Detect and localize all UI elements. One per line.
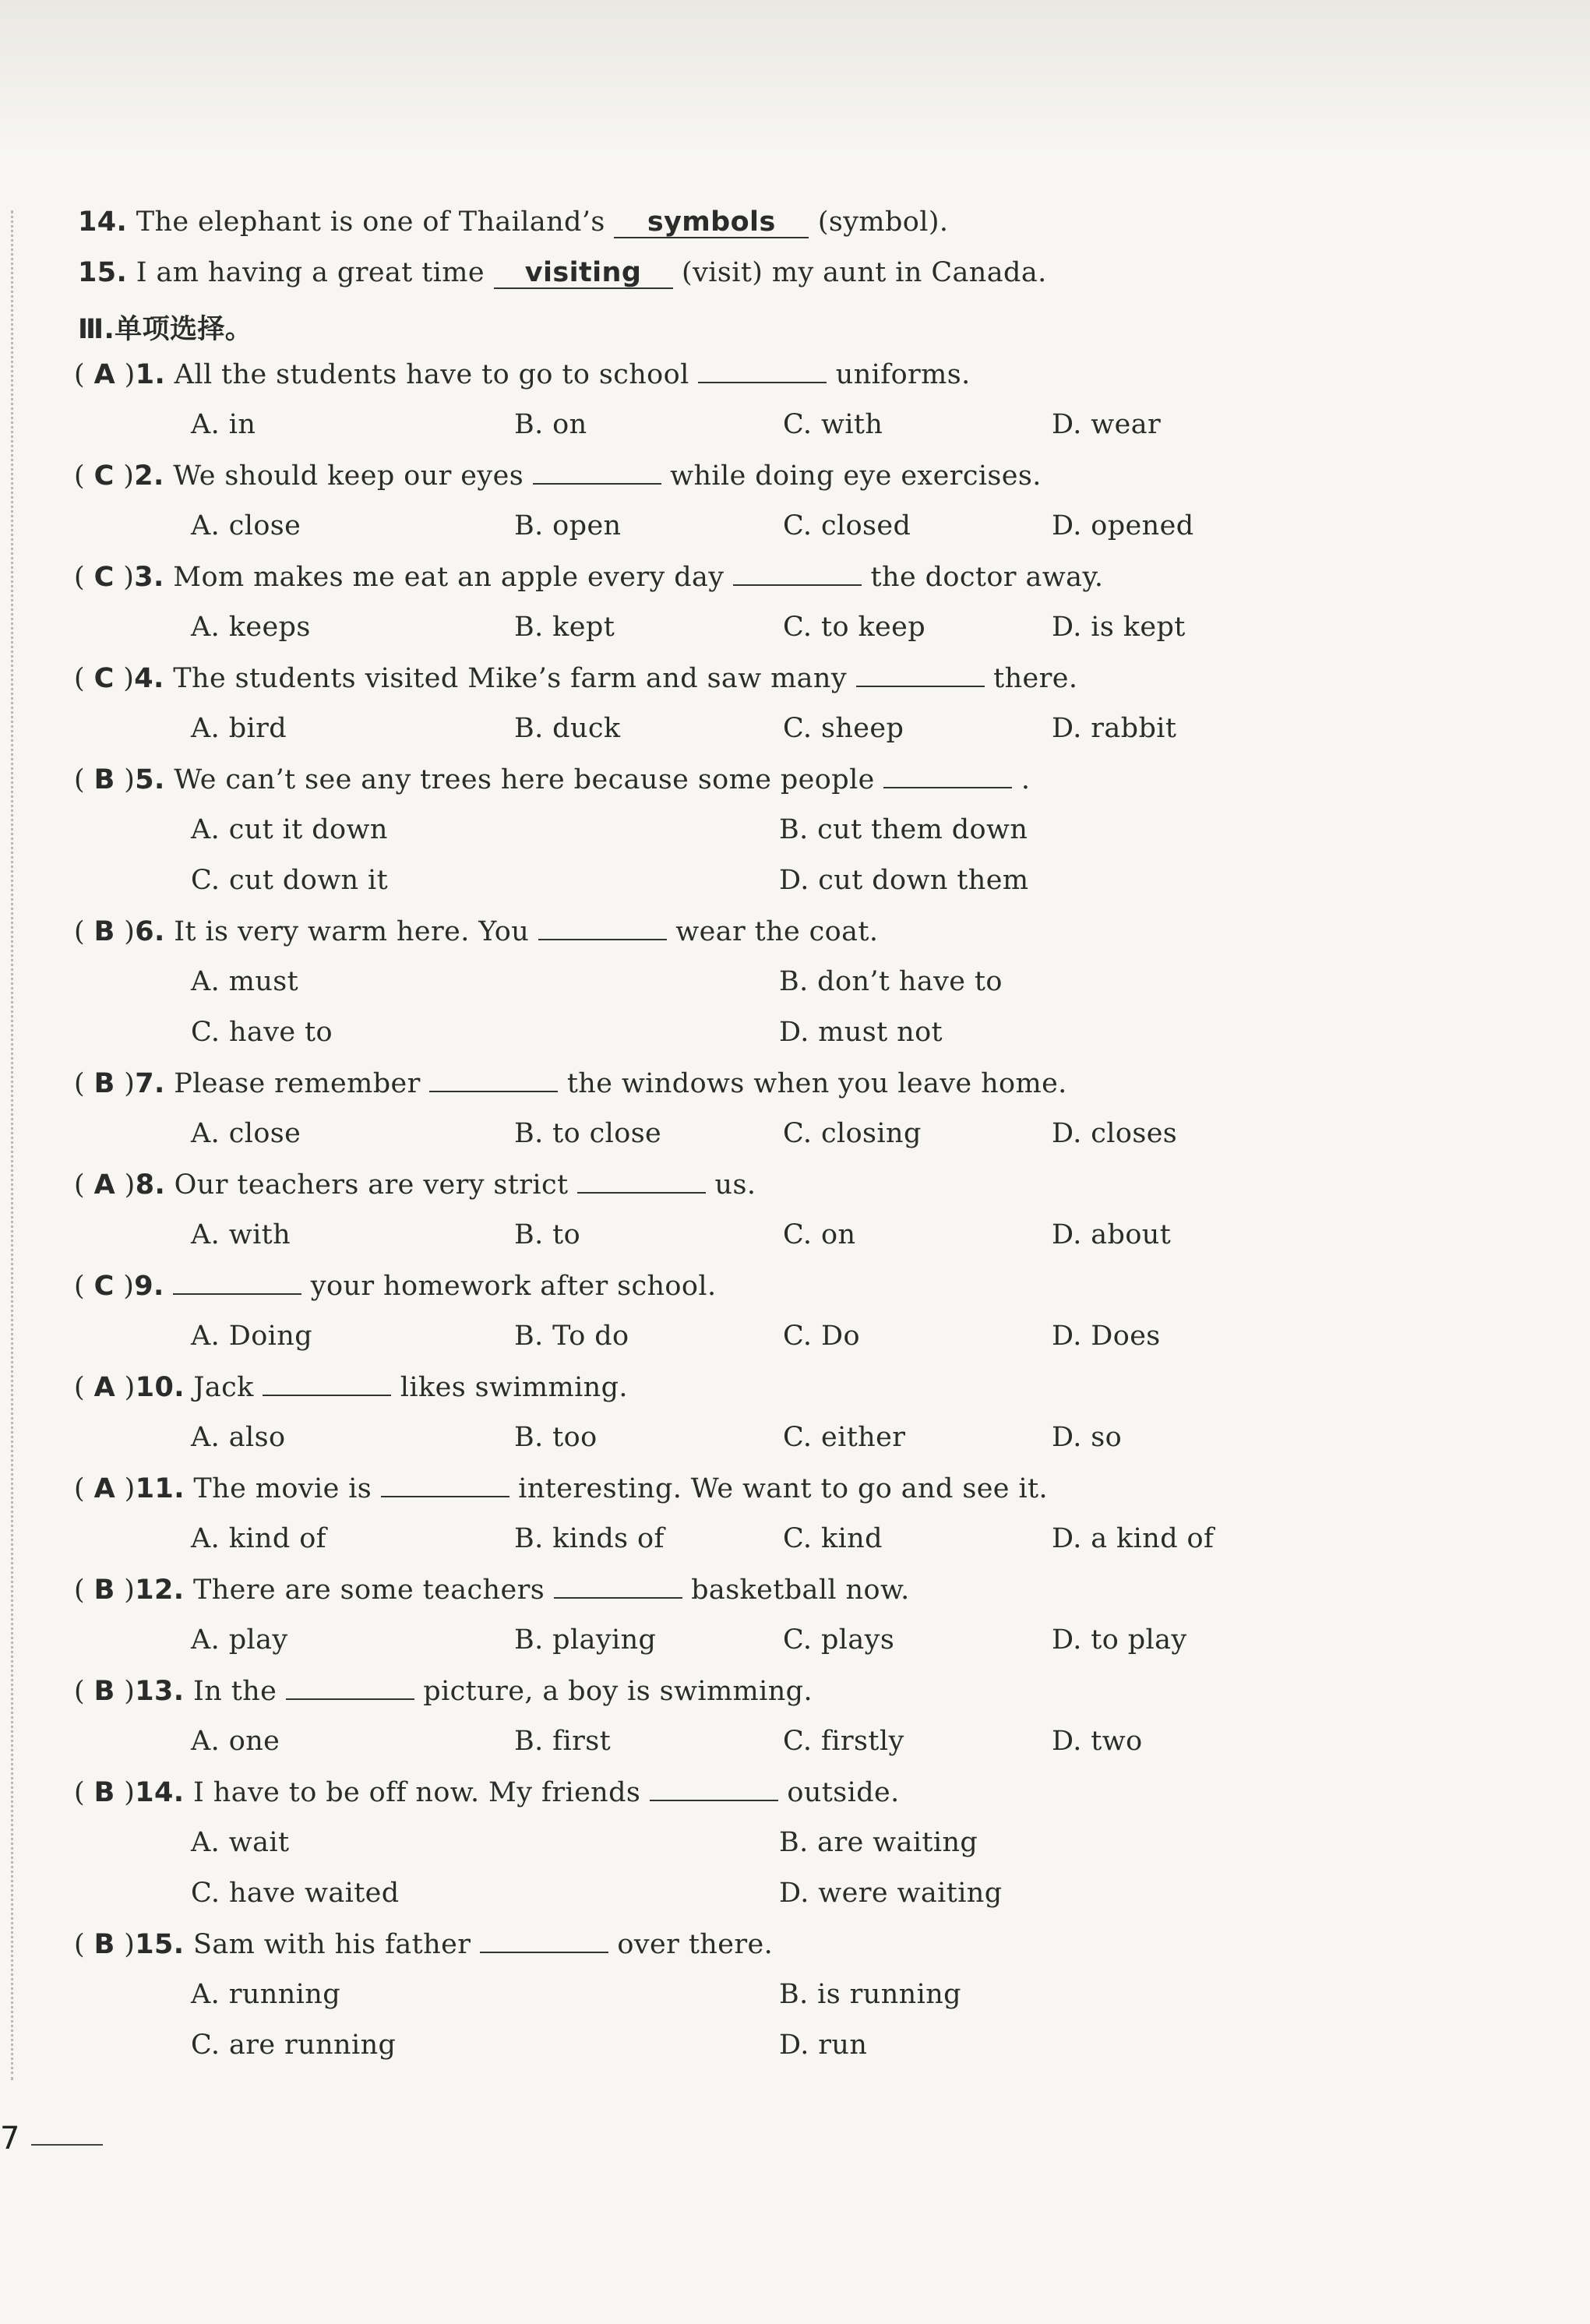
answer-bracket-close: ) bbox=[115, 1929, 136, 1960]
fill-item-14 bbox=[78, 206, 948, 238]
question-number: 12. bbox=[135, 1575, 185, 1606]
question-8 bbox=[74, 1169, 756, 1201]
question-text-after: over there. bbox=[617, 1929, 774, 1960]
option-d: D. about bbox=[1052, 1219, 1172, 1250]
option-a: A. Doing bbox=[191, 1321, 313, 1352]
answer-blank bbox=[883, 763, 1012, 788]
item-text-before: I am having a great time bbox=[136, 257, 485, 288]
question-text-after: us. bbox=[714, 1169, 756, 1201]
answer-letter: B bbox=[93, 764, 115, 795]
answer-blank bbox=[577, 1169, 706, 1194]
question-text-after: outside. bbox=[787, 1777, 900, 1808]
option-d: D. so bbox=[1052, 1422, 1123, 1453]
option-d: D. wear bbox=[1052, 409, 1162, 440]
question-text-before: We can’t see any trees here because some people bbox=[174, 764, 875, 795]
question-number: 4. bbox=[134, 663, 164, 694]
answer-blank bbox=[286, 1675, 414, 1700]
binding-margin-line bbox=[11, 210, 13, 2080]
option-c: C. cut down it bbox=[191, 865, 389, 896]
question-9 bbox=[74, 1270, 716, 1302]
question-number: 14. bbox=[135, 1777, 185, 1808]
option-d: D. rabbit bbox=[1052, 713, 1177, 744]
answer-bracket-close: ) bbox=[115, 764, 136, 795]
answer-letter: B bbox=[93, 1068, 115, 1099]
option-d: D. two bbox=[1052, 1726, 1143, 1757]
answer-bracket-close: ) bbox=[115, 359, 136, 390]
answer-blank bbox=[480, 1928, 608, 1953]
option-c: C. sheep bbox=[783, 713, 904, 744]
question-number: 5. bbox=[135, 764, 165, 795]
answer-fill: visiting bbox=[494, 258, 673, 289]
option-a: A. must bbox=[191, 966, 299, 997]
question-number: 8. bbox=[135, 1169, 166, 1201]
answer-bracket-close: ) bbox=[115, 1676, 136, 1707]
question-text-before: In the bbox=[193, 1676, 277, 1707]
option-c: C. have to bbox=[191, 1017, 333, 1048]
answer-bracket-close: ) bbox=[114, 562, 135, 593]
option-a: A. close bbox=[191, 510, 301, 541]
question-text-after: basketball now. bbox=[691, 1575, 910, 1606]
answer-blank bbox=[538, 915, 667, 940]
question-number: 9. bbox=[134, 1271, 164, 1302]
question-text-after: likes swimming. bbox=[400, 1372, 628, 1403]
answer-fill: symbols bbox=[614, 207, 809, 238]
answer-bracket-close: ) bbox=[114, 460, 135, 492]
answer-blank bbox=[381, 1472, 509, 1497]
question-number: 10. bbox=[135, 1372, 185, 1403]
answer-blank bbox=[856, 662, 985, 687]
option-d: D. were waiting bbox=[779, 1878, 1003, 1909]
question-7 bbox=[74, 1067, 1067, 1099]
question-text-after: the windows when you leave home. bbox=[566, 1068, 1067, 1099]
answer-bracket-open: ( bbox=[74, 460, 94, 492]
question-number: 7. bbox=[135, 1068, 165, 1099]
answer-bracket-close: ) bbox=[115, 1777, 136, 1808]
question-text-before: Our teachers are very strict bbox=[174, 1169, 569, 1201]
option-a: A. running bbox=[191, 1979, 341, 2010]
answer-letter: A bbox=[93, 1473, 116, 1504]
question-number: 15. bbox=[135, 1929, 185, 1960]
question-3 bbox=[74, 561, 1103, 593]
question-text-before: There are some teachers bbox=[193, 1575, 545, 1606]
item-text-after: (symbol). bbox=[817, 206, 949, 238]
answer-blank bbox=[733, 561, 862, 586]
question-2 bbox=[74, 460, 1042, 492]
question-text-after: interesting. We want to go and see it. bbox=[518, 1473, 1049, 1504]
question-text-after: picture, a boy is swimming. bbox=[423, 1676, 813, 1707]
question-text-before: Sam with his father bbox=[193, 1929, 471, 1960]
option-c: C. have waited bbox=[191, 1878, 400, 1909]
option-c: C. to keep bbox=[783, 612, 926, 643]
question-text-after: uniforms. bbox=[835, 359, 971, 390]
question-15 bbox=[74, 1928, 773, 1960]
question-10 bbox=[74, 1371, 628, 1403]
question-text-before: I have to be off now. My friends bbox=[193, 1777, 641, 1808]
question-text-before: It is very warm here. You bbox=[174, 916, 530, 947]
option-a: A. bird bbox=[191, 713, 287, 744]
answer-bracket-open: ( bbox=[74, 1372, 94, 1403]
answer-letter: C bbox=[93, 460, 115, 492]
answer-bracket-open: ( bbox=[74, 1169, 94, 1201]
option-a: A. cut it down bbox=[191, 814, 388, 845]
question-number: 2. bbox=[134, 460, 164, 492]
answer-bracket-open: ( bbox=[74, 1575, 94, 1606]
answer-bracket-close: ) bbox=[115, 1473, 136, 1504]
answer-letter: B bbox=[93, 916, 115, 947]
option-a: A. play bbox=[191, 1624, 288, 1656]
question-5 bbox=[74, 763, 1030, 795]
question-text-before: The movie is bbox=[193, 1473, 372, 1504]
item-text-after: (visit) my aunt in Canada. bbox=[682, 257, 1047, 288]
answer-blank bbox=[650, 1776, 778, 1801]
answer-bracket-open: ( bbox=[74, 1473, 94, 1504]
answer-bracket-open: ( bbox=[74, 1929, 94, 1960]
option-b: B. to close bbox=[514, 1118, 662, 1149]
option-b: B. don’t have to bbox=[779, 966, 1003, 997]
page-number: 7 bbox=[0, 2121, 20, 2156]
option-c: C. are running bbox=[191, 2030, 397, 2061]
question-text-after: . bbox=[1021, 764, 1031, 795]
option-b: B. are waiting bbox=[779, 1827, 978, 1858]
question-number: 3. bbox=[134, 562, 164, 593]
question-13 bbox=[74, 1675, 813, 1707]
answer-blank bbox=[173, 1270, 301, 1295]
question-text-before: Please remember bbox=[174, 1068, 421, 1099]
fill-item-15 bbox=[78, 257, 1047, 289]
option-d: D. must not bbox=[779, 1017, 943, 1048]
answer-blank bbox=[533, 460, 661, 485]
answer-letter: B bbox=[93, 1777, 115, 1808]
answer-bracket-open: ( bbox=[74, 1271, 94, 1302]
answer-letter: B bbox=[93, 1575, 115, 1606]
answer-bracket-open: ( bbox=[74, 1068, 94, 1099]
answer-bracket-close: ) bbox=[115, 1068, 136, 1099]
answer-blank bbox=[698, 358, 827, 383]
answer-bracket-open: ( bbox=[74, 663, 94, 694]
option-a: A. kind of bbox=[191, 1523, 327, 1554]
option-d: D. opened bbox=[1052, 510, 1194, 541]
question-text-before: The students visited Mike’s farm and saw many bbox=[173, 663, 848, 694]
option-b: B. open bbox=[514, 510, 622, 541]
option-b: B. to bbox=[514, 1219, 581, 1250]
item-number: 15. bbox=[78, 257, 128, 288]
answer-letter: B bbox=[93, 1929, 115, 1960]
question-4 bbox=[74, 662, 1077, 694]
option-b: B. too bbox=[514, 1422, 598, 1453]
item-number: 14. bbox=[78, 206, 128, 238]
option-b: B. cut them down bbox=[779, 814, 1028, 845]
question-1 bbox=[74, 358, 971, 390]
answer-bracket-open: ( bbox=[74, 1676, 94, 1707]
option-d: D. run bbox=[779, 2030, 868, 2061]
answer-letter: B bbox=[93, 1676, 115, 1707]
option-a: A. with bbox=[191, 1219, 291, 1250]
question-text-after: while doing eye exercises. bbox=[670, 460, 1042, 492]
answer-bracket-close: ) bbox=[115, 1372, 136, 1403]
option-c: C. with bbox=[783, 409, 883, 440]
answer-bracket-close: ) bbox=[115, 1575, 136, 1606]
answer-letter: C bbox=[93, 1271, 115, 1302]
option-a: A. also bbox=[191, 1422, 286, 1453]
option-c: C. firstly bbox=[783, 1726, 904, 1757]
question-number: 11. bbox=[135, 1473, 185, 1504]
option-d: D. closes bbox=[1052, 1118, 1178, 1149]
question-number: 6. bbox=[135, 916, 165, 947]
option-b: B. kinds of bbox=[514, 1523, 665, 1554]
question-text-before: All the students have to go to school bbox=[174, 359, 689, 390]
option-c: C. on bbox=[783, 1219, 856, 1250]
answer-letter: C bbox=[93, 663, 115, 694]
option-b: B. playing bbox=[514, 1624, 657, 1656]
option-b: B. duck bbox=[514, 713, 621, 744]
answer-bracket-open: ( bbox=[74, 916, 94, 947]
answer-letter: A bbox=[93, 1372, 116, 1403]
option-c: C. kind bbox=[783, 1523, 883, 1554]
option-c: C. closing bbox=[783, 1118, 922, 1149]
option-c: C. closed bbox=[783, 510, 911, 541]
question-number: 13. bbox=[135, 1676, 185, 1707]
answer-bracket-close: ) bbox=[114, 663, 135, 694]
question-text-after: there. bbox=[993, 663, 1078, 694]
answer-blank bbox=[263, 1371, 391, 1396]
question-number: 1. bbox=[135, 359, 166, 390]
answer-letter: A bbox=[93, 359, 116, 390]
option-c: C. Do bbox=[783, 1321, 860, 1352]
question-text-before: We should keep our eyes bbox=[173, 460, 524, 492]
question-text-before: Mom makes me eat an apple every day bbox=[173, 562, 724, 593]
question-6 bbox=[74, 915, 878, 947]
section-title: Ⅲ.单项选择。 bbox=[78, 314, 253, 345]
item-text-before: The elephant is one of Thailand’s bbox=[136, 206, 605, 238]
question-text-after: your homework after school. bbox=[310, 1271, 717, 1302]
page-top-shading bbox=[0, 0, 1590, 156]
answer-bracket-open: ( bbox=[74, 764, 94, 795]
question-text-after: wear the coat. bbox=[675, 916, 879, 947]
answer-bracket-open: ( bbox=[74, 562, 94, 593]
option-b: B. is running bbox=[779, 1979, 961, 2010]
option-d: D. a kind of bbox=[1052, 1523, 1215, 1554]
option-b: B. To do bbox=[514, 1321, 629, 1352]
question-14 bbox=[74, 1776, 900, 1808]
answer-letter: C bbox=[93, 562, 115, 593]
option-a: A. close bbox=[191, 1118, 301, 1149]
option-a: A. wait bbox=[191, 1827, 290, 1858]
answer-blank bbox=[554, 1574, 682, 1599]
question-text-before: Jack bbox=[193, 1372, 254, 1403]
option-b: B. first bbox=[514, 1726, 612, 1757]
answer-bracket-close: ) bbox=[115, 916, 136, 947]
answer-letter: A bbox=[93, 1169, 116, 1201]
answer-bracket-close: ) bbox=[115, 1169, 136, 1201]
page-number-rule bbox=[31, 2144, 103, 2146]
question-11 bbox=[74, 1472, 1048, 1504]
option-a: A. keeps bbox=[191, 612, 311, 643]
answer-bracket-open: ( bbox=[74, 1777, 94, 1808]
option-d: D. to play bbox=[1052, 1624, 1187, 1656]
option-c: C. either bbox=[783, 1422, 906, 1453]
option-b: B. kept bbox=[514, 612, 615, 643]
option-c: C. plays bbox=[783, 1624, 895, 1656]
question-text-after: the doctor away. bbox=[870, 562, 1104, 593]
option-d: D. cut down them bbox=[779, 865, 1029, 896]
option-d: D. Does bbox=[1052, 1321, 1161, 1352]
option-a: A. one bbox=[191, 1726, 280, 1757]
option-a: A. in bbox=[191, 409, 256, 440]
answer-bracket-open: ( bbox=[74, 359, 94, 390]
option-d: D. is kept bbox=[1052, 612, 1186, 643]
answer-bracket-close: ) bbox=[114, 1271, 135, 1302]
answer-blank bbox=[429, 1067, 558, 1092]
option-b: B. on bbox=[514, 409, 587, 440]
question-12 bbox=[74, 1574, 910, 1606]
